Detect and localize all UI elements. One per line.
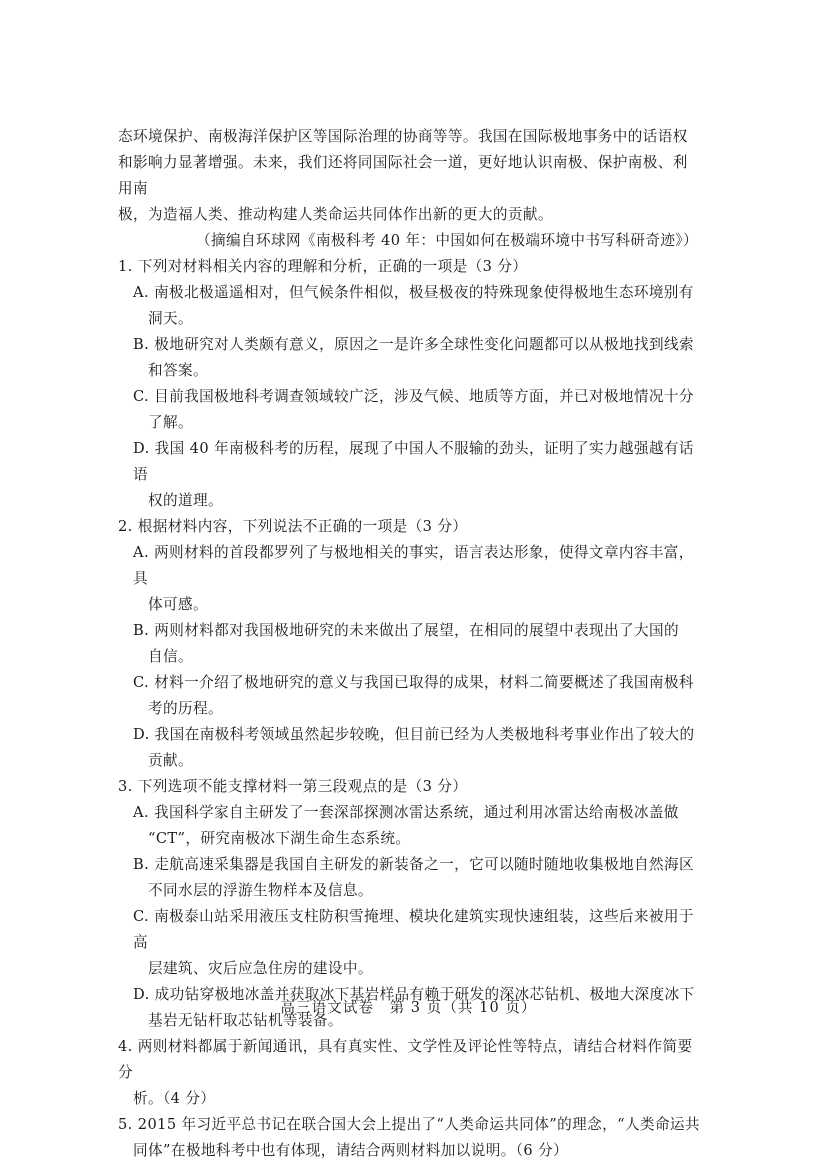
question-4-line-2: 析。（4 分） [133,1090,216,1107]
question-4 [118,1034,700,1112]
question-1-stem: 1. 下列对材料相关内容的理解和分析，正确的一项是（3 分） [118,258,528,275]
source-citation: （摘编自环球网《南极科考 40 年：中国如何在极端环境中书写科研奇迹》） [196,232,698,249]
question-1-option-d: D. 我国 40 年南极科考的历程，展现了中国人不服输的劲头，证明了实力越强越有话语 权的道理。 [133,440,694,509]
question-4-line-1: 4. 两则材料都属于新闻通讯，具有真实性、文学性及评论性等特点，请结合材料作简要分 [118,1038,693,1081]
page-footer: 高三语文试卷 第 3 页（共 10 页） [280,999,537,1016]
question-1-option-a: A. 南极北极遥遥相对，但气候条件相似，极昼极夜的特殊现象使得极地生态环境别有 洞天。 [133,284,694,327]
question-2-option-b: B. 两则材料都对我国极地研究的未来做出了展望，在相同的展望中表现出了大国的 自信。 [133,622,679,665]
question-3-option-a: A. 我国科学家自主研发了一套深部探测冰雷达系统，通过利用冰雷达给南极冰盖做 “CT”，研究南极冰下湖生命生态系统。 [133,804,679,847]
question-2-option-c: C. 材料一介绍了极地研究的意义与我国已取得的成果，材料二简要概述了我国南极科 考的历程。 [133,674,694,717]
question-3 [118,774,700,1034]
question-3-stem: 3. 下列选项不能支撑材料一第三段观点的是（3 分） [118,778,468,795]
question-3-option-c: C. 南极泰山站采用液压支柱防积雪掩埋、模块化建筑实现快速组装，这些后来被用于高 层建筑、灾后应急住房的建设中。 [133,908,694,977]
question-2 [118,514,700,774]
question-2-option-d: D. 我国在南极科考领域虽然起步较晚，但目前已经为人类极地科考事业作出了较大的 贡献。 [133,726,695,769]
question-5-line-1: 5. 2015 年习近平总书记在联合国大会上提出了“人类命运共同体”的理念，“人类命运共 [118,1116,700,1133]
question-2-option-a: A. 两则材料的首段都罗列了与极地相关的事实，语言表达形象，使得文章内容丰富，具 体可感。 [133,544,694,613]
question-5 [118,1112,700,1164]
question-1-option-b: B. 极地研究对人类颇有意义，原因之一是许多全球性变化问题都可以从极地找到线索 和答案。 [133,336,694,379]
intro-line-3: 极，为造福人类、推动构建人类命运共同体作出新的更大的贡献。 [118,206,553,223]
question-2-stem: 2. 根据材料内容，下列说法不正确的一项是（3 分） [118,518,468,535]
intro-line-2: 和影响力显著增强。未来，我们还将同国际社会一道，更好地认识南极、保护南极、利用南 [118,154,688,197]
question-5-line-2: 同体”在极地科考中也有体现，请结合两则材料加以说明。（6 分） [133,1142,569,1159]
question-3-option-b: B. 走航高速采集器是我国自主研发的新装备之一，它可以随时随地收集极地自然海区 不同水层的浮游生物样本及信息。 [133,856,694,899]
question-1-option-c: C. 目前我国极地科考调查领域较广泛，涉及气候、地质等方面，并已对极地情况十分 了解。 [133,388,694,431]
intro-paragraph [118,124,700,228]
question-1 [118,254,700,514]
question-3-option-d: D. 成功钻穿极地冰盖并获取冰下基岩样品有赖于研发的深冰芯钻机、极地大深度冰下 基岩无钻杆取芯钻机等装备。 [133,986,695,1029]
intro-line-1: 态环境保护、南极海洋保护区等国际治理的协商等等。我国在国际极地事务中的话语权 [118,128,688,145]
